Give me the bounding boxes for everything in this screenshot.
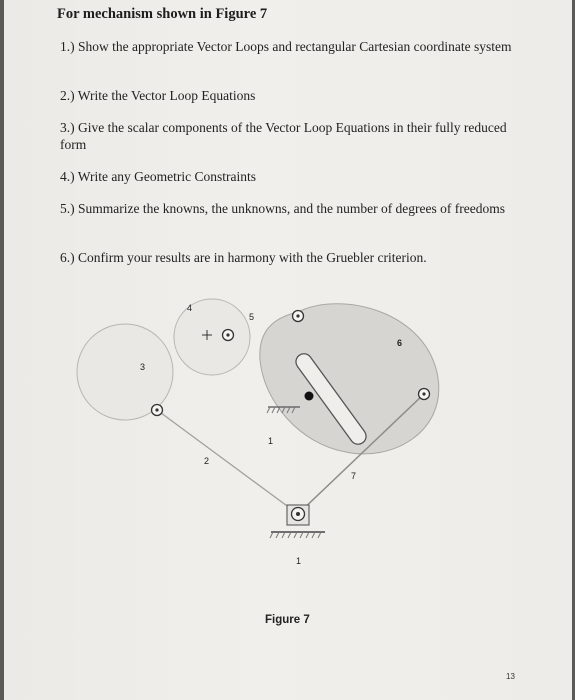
label-link-5: 5 bbox=[249, 312, 255, 322]
question-5: 5.) Summarize the knowns, the unknowns, and the number of degrees of freedoms bbox=[60, 201, 506, 216]
link-4-circle bbox=[174, 299, 250, 375]
question-2: 2.) Write the Vector Loop Equations bbox=[60, 88, 256, 103]
label-link-4: 4 bbox=[187, 303, 193, 313]
figure-caption: Figure 7 bbox=[265, 614, 310, 626]
question-4: 4.) Write any Geometric Constraints bbox=[60, 169, 257, 184]
link-2-line bbox=[157, 410, 298, 514]
label-link-2: 2 bbox=[204, 456, 210, 466]
label-link-7: 7 bbox=[351, 471, 357, 481]
label-link-1-pivot: 1 bbox=[296, 556, 302, 566]
label-link-3: 3 bbox=[140, 362, 146, 372]
label-link-6: 6 bbox=[397, 338, 403, 348]
question-6: 6.) Confirm your results are in harmony with the Gruebler criterion. bbox=[60, 250, 427, 265]
label-link-1-slider: 1 bbox=[268, 436, 274, 446]
slider-pin bbox=[305, 392, 314, 401]
problem-title: For mechanism shown in Figure 7 bbox=[57, 6, 268, 22]
page-number: 13 bbox=[506, 672, 515, 681]
question-1: 1.) Show the appropriate Vector Loops and rectangular Cartesian coordinate system bbox=[60, 39, 512, 54]
question-3: 3.) Give the scalar components of the Vector Loop Equations in their fully reduced form bbox=[60, 120, 507, 152]
ground-hatch-pivot bbox=[270, 532, 321, 538]
